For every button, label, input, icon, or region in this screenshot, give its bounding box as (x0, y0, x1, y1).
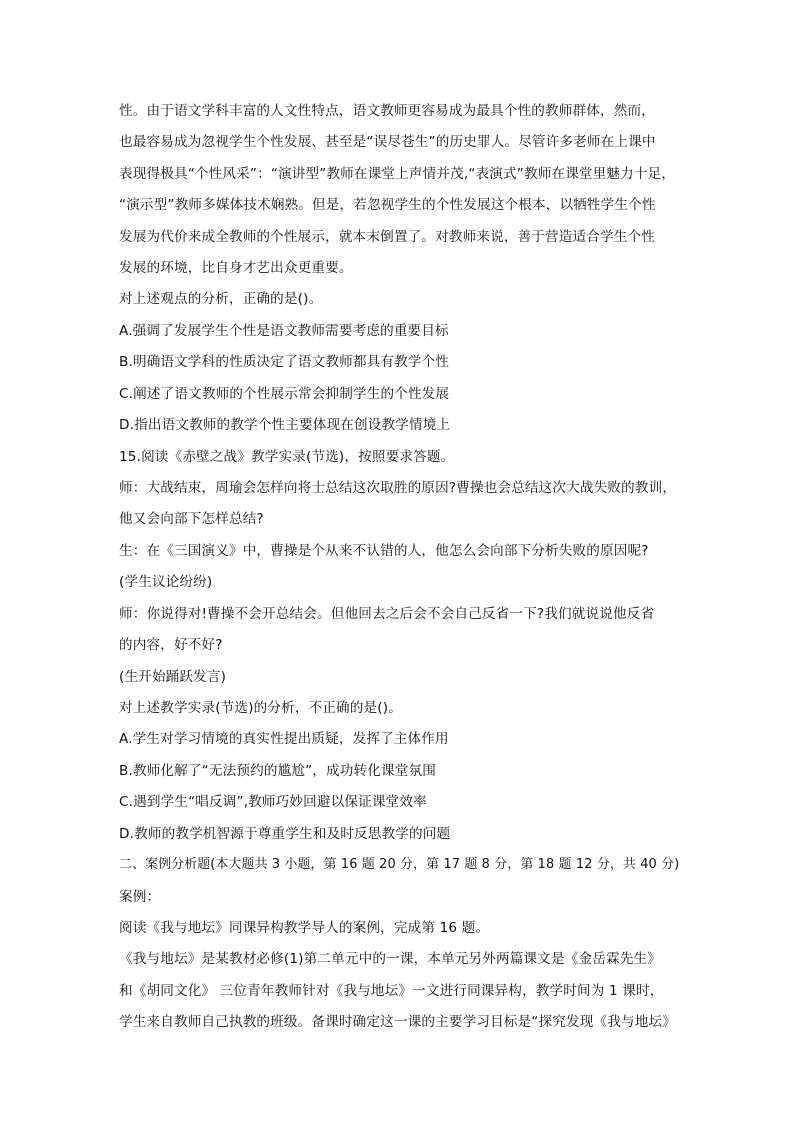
text-line: 《我与地坛》是某教材必修(1)第二单元中的一课，本单元另外两篇课文是《金岳霖先生》 (119, 951, 661, 967)
option-c: C.阐述了语文教师的个性展示常会抑制学生的个性发展 (119, 386, 450, 402)
text-line: 也最容易成为忽视学生个性发展、甚至是“误尽苍生”的历史罪人。尽管许多老师在上课中 (119, 134, 656, 150)
text-line: 发展的环境，比自身才艺出众更重要。 (119, 260, 353, 276)
text-line: “演示型”教师多媒体技术娴熟。但是，若忽视学生的个性发展这个根本，以牺牲学生个性 (119, 197, 656, 213)
section-heading: 二、案例分析题(本大题共 3 小题，第 16 题 20 分，第 17 题 8 分，第 18 题 12 分，共 40 分) (119, 857, 680, 872)
option-d: D.教师的教学机智源于尊重学生和及时反思教学的问题 (119, 826, 451, 842)
text-line: 发展为代价来成全教师的个性展示，就本末倒置了。对教师来说，善于营造适合学生个性 (119, 229, 656, 245)
text-line: 性。由于语文学科丰富的人文性特点，语文教师更容易成为最具个性的教师群体，然而， (119, 103, 656, 119)
text-line: (学生议论纷纷) (119, 574, 213, 590)
option-b: B.教师化解了“无法预约的尴尬”，成功转化课堂氛围 (119, 763, 436, 779)
question-stem: 对上述教学实录(节选)的分析，不正确的是()。 (119, 700, 402, 716)
question-15-title: 15.阅读《赤壁之战》教学实录(节选)，按照要求答题。 (119, 449, 455, 465)
text-line: (生开始踊跃发言) (119, 669, 227, 685)
option-b: B.明确语文学科的性质决定了语文教师都具有教学个性 (119, 354, 450, 370)
option-a: A.学生对学习情境的真实性提出质疑，发挥了主体作用 (119, 731, 449, 747)
text-line: 他又会向部下怎样总结? (119, 511, 264, 527)
text-line: 学生来自教师自己执教的班级。备课时确定这一课的主要学习目标是“探究发现《我与地坛》 (119, 1014, 676, 1030)
text-line: 的内容，好不好? (119, 637, 223, 653)
text-line: 师：大战结束，周瑜会怎样向将士总结这次取胜的原因?曹操也会总结这次大战失败的教训， (119, 480, 677, 496)
question-stem: 对上述观点的分析，正确的是()。 (119, 291, 323, 307)
option-a: A.强调了发展学生个性是语文教师需要考虑的重要目标 (119, 323, 449, 339)
text-line: 阅读《我与地坛》同课异构教学导人的案例，完成第 16 题。 (119, 920, 490, 936)
text-line: 表现得极具“个性风采”：“演讲型”教师在课堂上声情并茂,“表演式”教师在课堂里魅力十足， (119, 166, 676, 182)
text-line: 生：在《三国演义》中，曹操是个从来不认错的人，他怎么会向部下分析失败的原因呢? (119, 543, 649, 559)
text-line: 师：你说得对!曹操不会开总结会。但他回去之后会不会自己反省一下?我们就说说他反省 (119, 606, 655, 622)
option-c: C.遇到学生“唱反调”,教师巧妙回避以保证课堂效率 (119, 794, 427, 810)
case-label: 案例： (119, 889, 161, 905)
option-d: D.指出语文教师的教学个性主要体现在创设教学情境上 (119, 417, 451, 433)
text-line: 和《胡同文化》 三位青年教师针对《我与地坛》一文进行同课异构，教学时间为 1 课时， (119, 983, 664, 999)
